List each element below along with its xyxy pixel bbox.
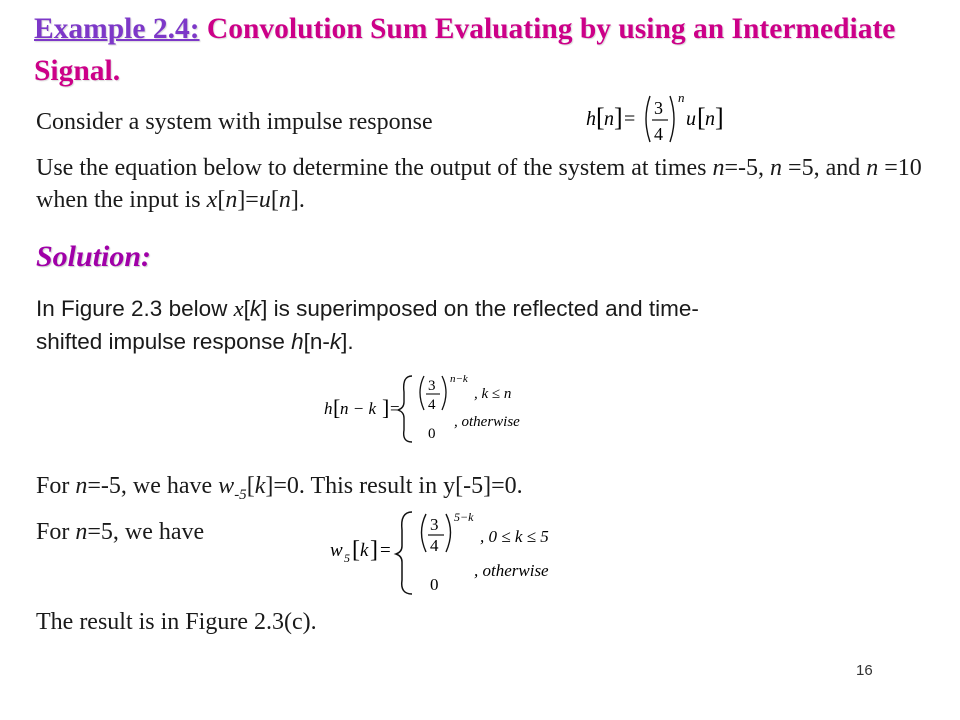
task-paragraph [36, 152, 926, 216]
case1-var-w: w [218, 473, 235, 499]
task-text-d: =10 when the input is [36, 155, 922, 213]
eq3-lbracket: [ [352, 537, 360, 563]
eq2-equals: = [390, 399, 400, 418]
case1-text-b: =-5, we have [87, 473, 219, 499]
eq2-lbracket: [ [333, 395, 341, 420]
eq3-brace [396, 512, 412, 594]
slide-title [34, 8, 934, 92]
eq2-condition-1: , k ≤ n [474, 386, 512, 402]
eq2-argument: n − k [340, 399, 377, 418]
figure-description [36, 292, 926, 358]
task-var-n5: n [278, 187, 291, 213]
task-text-f: ]= [237, 187, 259, 213]
desc-var-k2: k [329, 329, 342, 354]
task-text-c: =5, and [782, 155, 867, 181]
eq1-numerator: 3 [654, 98, 663, 118]
eq3-right-paren [446, 514, 451, 552]
eq3-condition-2: , otherwise [474, 561, 549, 580]
eq1-left-paren [646, 96, 650, 142]
example-label: Example 2.4: [34, 13, 200, 45]
case1-text-a: For [36, 473, 76, 499]
eq1-exponent: n [678, 90, 685, 105]
case1-text-d: ]=0. This result in y[-5]=0. [265, 473, 523, 499]
eq1-rbracket: ] [614, 103, 623, 132]
eq3-zero: 0 [430, 575, 439, 594]
desc-text-e: [n- [303, 329, 330, 354]
task-text-g: [ [270, 187, 279, 213]
desc-var-h: h [291, 329, 304, 354]
eq3-subscript: 5 [344, 551, 350, 565]
eq2-right-paren [442, 376, 446, 410]
desc-text-d: shifted impulse response [36, 329, 292, 354]
eq1-u: u [686, 108, 696, 130]
eq2-h: h [324, 399, 333, 418]
result-line: The result is in Figure 2.3(c). [36, 609, 317, 635]
example-title: Convolution Sum Evaluating by using an Intermediate Signal. [34, 13, 896, 87]
eq2-denominator: 4 [428, 397, 436, 413]
desc-text-c: ] is superimposed on the reflected and time- [261, 296, 699, 321]
eq2-rbracket: ] [382, 395, 390, 420]
eq3-numerator: 3 [430, 515, 439, 534]
eq1-n: n [604, 108, 614, 130]
task-text-e: [ [217, 187, 226, 213]
eq1-equals: = [624, 108, 636, 130]
eq1-n2: n [705, 108, 715, 130]
intermediate-signal-equation [328, 510, 588, 596]
eq3-rbracket: ] [370, 537, 378, 563]
eq1-lbracket-2: [ [697, 103, 706, 132]
eq1-denominator: 4 [654, 124, 663, 144]
task-var-n3: n [866, 155, 879, 181]
page-number: 16 [856, 662, 873, 679]
eq3-left-paren [422, 514, 427, 552]
case2-text-a: For [36, 519, 76, 545]
case1-text-c: [ [246, 473, 255, 499]
intro-line: Consider a system with impulse response [36, 109, 433, 135]
eq2-left-paren [420, 376, 424, 410]
eq3-denominator: 4 [430, 536, 439, 555]
eq2-brace [398, 376, 412, 442]
desc-var-x: x [233, 296, 244, 321]
eq3-exponent: 5−k [454, 510, 474, 524]
eq2-numerator: 3 [428, 378, 436, 394]
eq2-exponent: n−k [450, 373, 468, 385]
eq3-k: k [360, 540, 369, 561]
task-text-h: ]. [290, 187, 305, 213]
case1-subscript: -5 [234, 486, 247, 503]
case2-text-b: =5, we have [87, 519, 205, 545]
task-text-b: =-5, [724, 155, 771, 181]
case-n-5 [36, 516, 204, 548]
case1-var-n: n [75, 473, 88, 499]
eq2-zero: 0 [428, 426, 436, 442]
task-var-n1: n [712, 155, 725, 181]
desc-text-a: In Figure 2.3 below [36, 296, 234, 321]
eq2-condition-2: , otherwise [454, 414, 520, 430]
eq1-h: h [586, 108, 596, 130]
solution-heading: Solution: [36, 240, 152, 273]
task-var-n4: n [225, 187, 238, 213]
eq1-right-paren [670, 96, 674, 142]
task-text-a: Use the equation below to determine the output of the system at times [36, 155, 713, 181]
reflected-impulse-equation [322, 372, 562, 444]
eq1-lbracket: [ [596, 103, 605, 132]
task-var-u: u [258, 187, 271, 213]
case-n-minus-5 [36, 470, 523, 511]
eq3-equals: = [380, 540, 391, 561]
case1-var-k: k [254, 473, 266, 499]
desc-var-k: k [249, 296, 262, 321]
impulse-response-equation [584, 88, 734, 148]
desc-text-f: ]. [341, 329, 354, 354]
eq3-w: w [330, 540, 343, 561]
desc-text-b: [ [243, 296, 250, 321]
task-var-x: x [206, 187, 218, 213]
eq3-condition-1: , 0 ≤ k ≤ 5 [480, 527, 549, 546]
eq1-rbracket-2: ] [715, 103, 724, 132]
task-var-n2: n [770, 155, 783, 181]
case2-var-n: n [75, 519, 88, 545]
